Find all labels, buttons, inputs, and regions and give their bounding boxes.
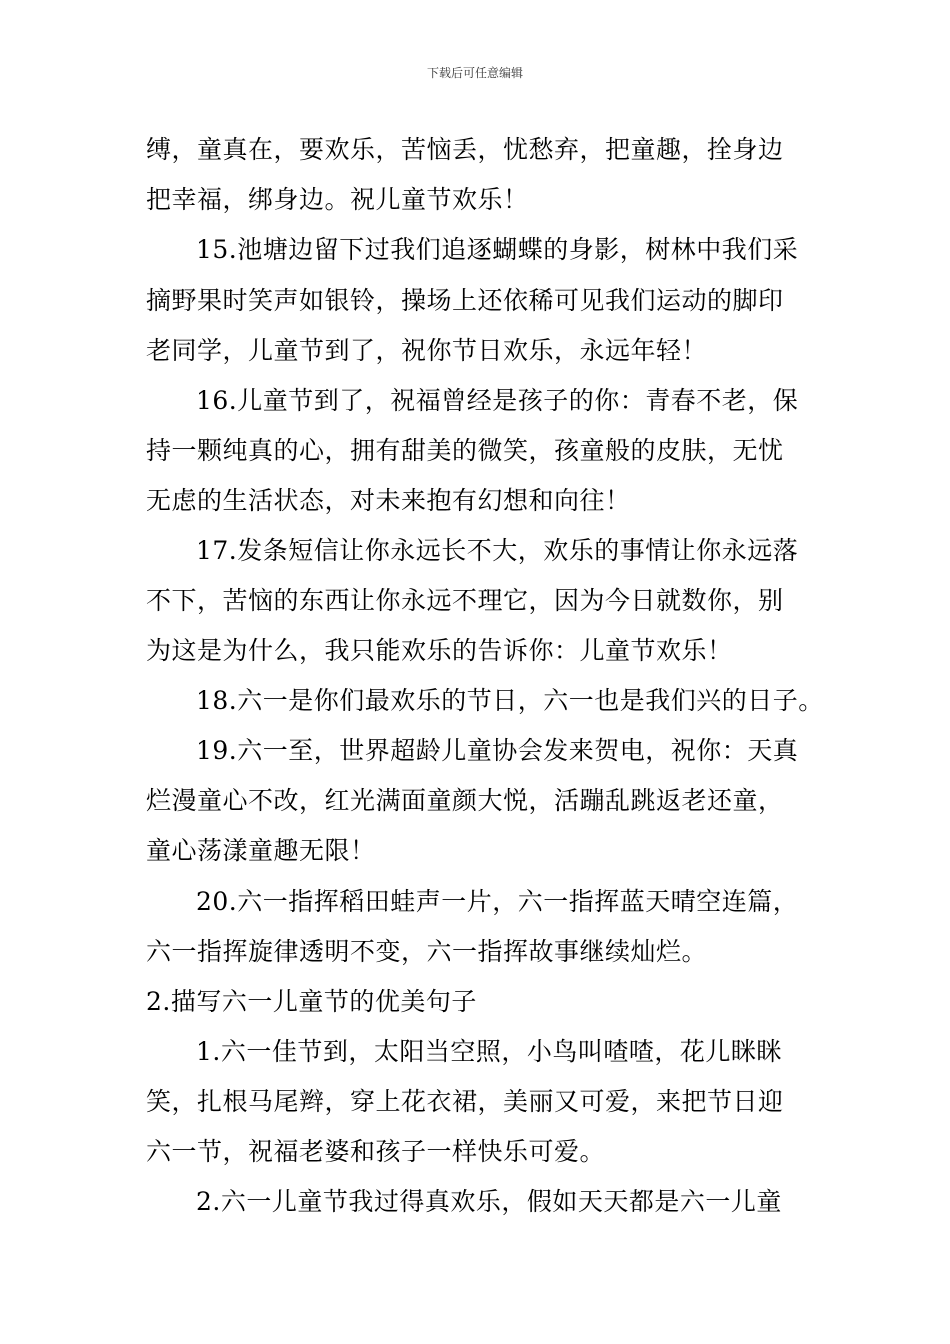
text-line: 2.六一儿童节我过得真欢乐，假如天天都是六一儿童 [196,1187,782,1216]
text-line: 不下，苦恼的东西让你永远不理它，因为今日就数你，别 [146,586,784,615]
text-line: 把幸福，绑身边。祝儿童节欢乐！ [146,185,529,214]
section-heading: 2.描写六一儿童节的优美句子 [146,987,477,1016]
text-line: 笑，扎根马尾辫，穿上花衣裙，美丽又可爱，来把节日迎 [146,1087,784,1116]
text-line: 老同学，儿童节到了，祝你节日欢乐，永远年轻！ [146,336,708,365]
text-line: 摘野果时笑声如银铃，操场上还依稀可见我们运动的脚印 [146,286,784,315]
text-line: 无虑的生活状态，对未来抱有幻想和向往！ [146,486,631,515]
text-line: 19.六一至，世界超龄儿童协会发来贺电，祝你：天真 [196,736,799,765]
text-line: 六一节，祝福老婆和孩子一样快乐可爱。 [146,1137,606,1166]
text-line: 16.儿童节到了，祝福曾经是孩子的你：青春不老，保 [196,386,799,415]
page-header-note: 下载后可任意编辑 [426,66,523,80]
text-line: 六一指挥旋律透明不变，六一指挥故事继续灿烂。 [146,937,708,966]
text-line: 持一颗纯真的心，拥有甜美的微笑，孩童般的皮肤，无忧 [146,436,784,465]
text-line: 1.六一佳节到，太阳当空照，小鸟叫喳喳，花儿眯眯 [196,1037,782,1066]
text-line: 缚，童真在，要欢乐，苦恼丢，忧愁弃，把童趣，拴身边 [146,135,784,164]
text-line: 烂漫童心不改，红光满面童颜大悦，活蹦乱跳返老还童， [146,786,784,815]
text-line: 20.六一指挥稻田蛙声一片，六一指挥蓝天晴空连篇， [196,887,799,916]
text-line: 15.池塘边留下过我们追逐蝴蝶的身影，树林中我们采 [196,235,799,264]
text-line: 为这是为什么，我只能欢乐的告诉你：儿童节欢乐！ [146,636,733,665]
text-line: 18.六一是你们最欢乐的节日，六一也是我们兴的日子。 [196,686,824,715]
text-line: 童心荡漾童趣无限！ [146,836,376,865]
text-line: 17.发条短信让你永远长不大，欢乐的事情让你永远落 [196,536,799,565]
